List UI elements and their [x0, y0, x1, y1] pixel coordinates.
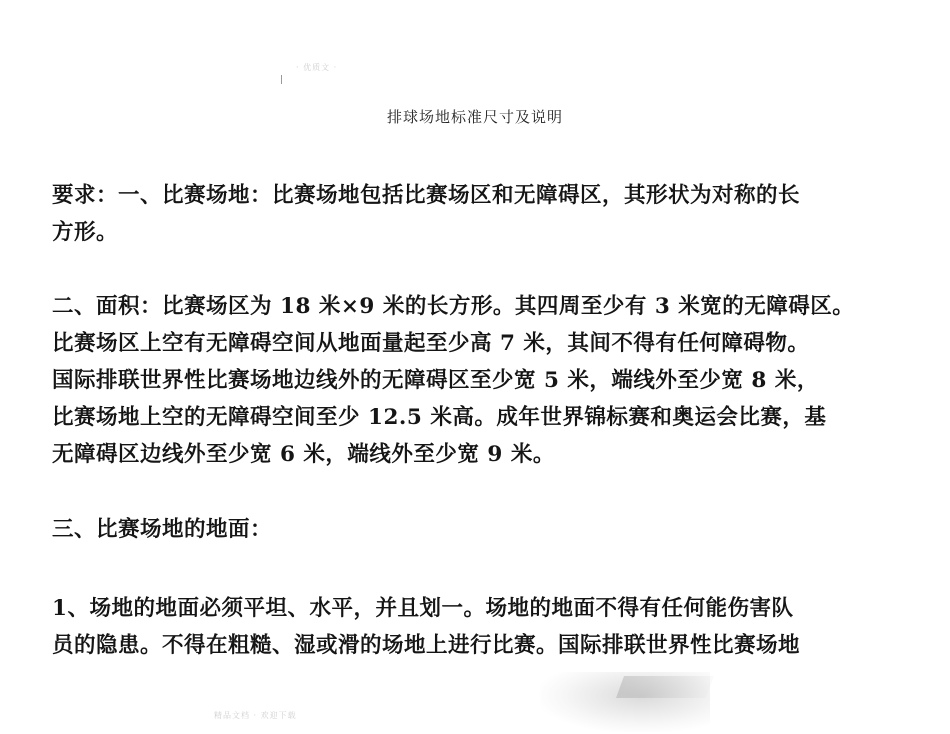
paragraph-line: 员的隐患。不得在粗糙、湿或滑的场地上进行比赛。国际排联世界性比赛场地 — [52, 633, 801, 658]
paragraph-section-heading — [52, 511, 882, 548]
paragraph-line: 国际排联世界性比赛场地边线外的无障碍区至少宽 5 米，端线外至少宽 8 米， — [52, 368, 819, 393]
paragraph-line: 要求：一、比赛场地：比赛场地包括比赛场区和无障碍区，其形状为对称的长 — [52, 183, 801, 208]
paragraph-line: 1、场地的地面必须平坦、水平，并且划一。场地的地面不得有任何能伤害队 — [52, 596, 794, 621]
paragraph-surface — [52, 590, 882, 664]
paragraph-line: 三、比赛场地的地面： — [52, 517, 273, 542]
paragraph-requirements — [52, 177, 882, 251]
document-title: 排球场地标准尺寸及说明 — [386, 108, 563, 126]
paragraph-area — [52, 288, 882, 473]
scan-header-mark: · 优质文 · — [296, 63, 338, 72]
scan-tick-mark — [281, 75, 282, 84]
scan-smudge-streak — [616, 676, 714, 698]
paragraph-line: 比赛场区上空有无障碍空间从地面量起至少高 7 米，其间不得有任何障碍物。 — [52, 331, 810, 356]
paragraph-line: 二、面积：比赛场区为 18 米×9 米的长方形。其四周至少有 3 米宽的无障碍区。 — [52, 294, 855, 319]
paragraph-line: 方形。 — [52, 220, 119, 245]
paragraph-line: 比赛场地上空的无障碍空间至少 12.5 米高。成年世界锦标赛和奥运会比赛，基 — [52, 405, 827, 430]
paragraph-line: 无障碍区边线外至少宽 6 米，端线外至少宽 9 米。 — [52, 442, 555, 467]
scan-footer-mark: 精品文档 · 欢迎下载 — [214, 711, 297, 720]
